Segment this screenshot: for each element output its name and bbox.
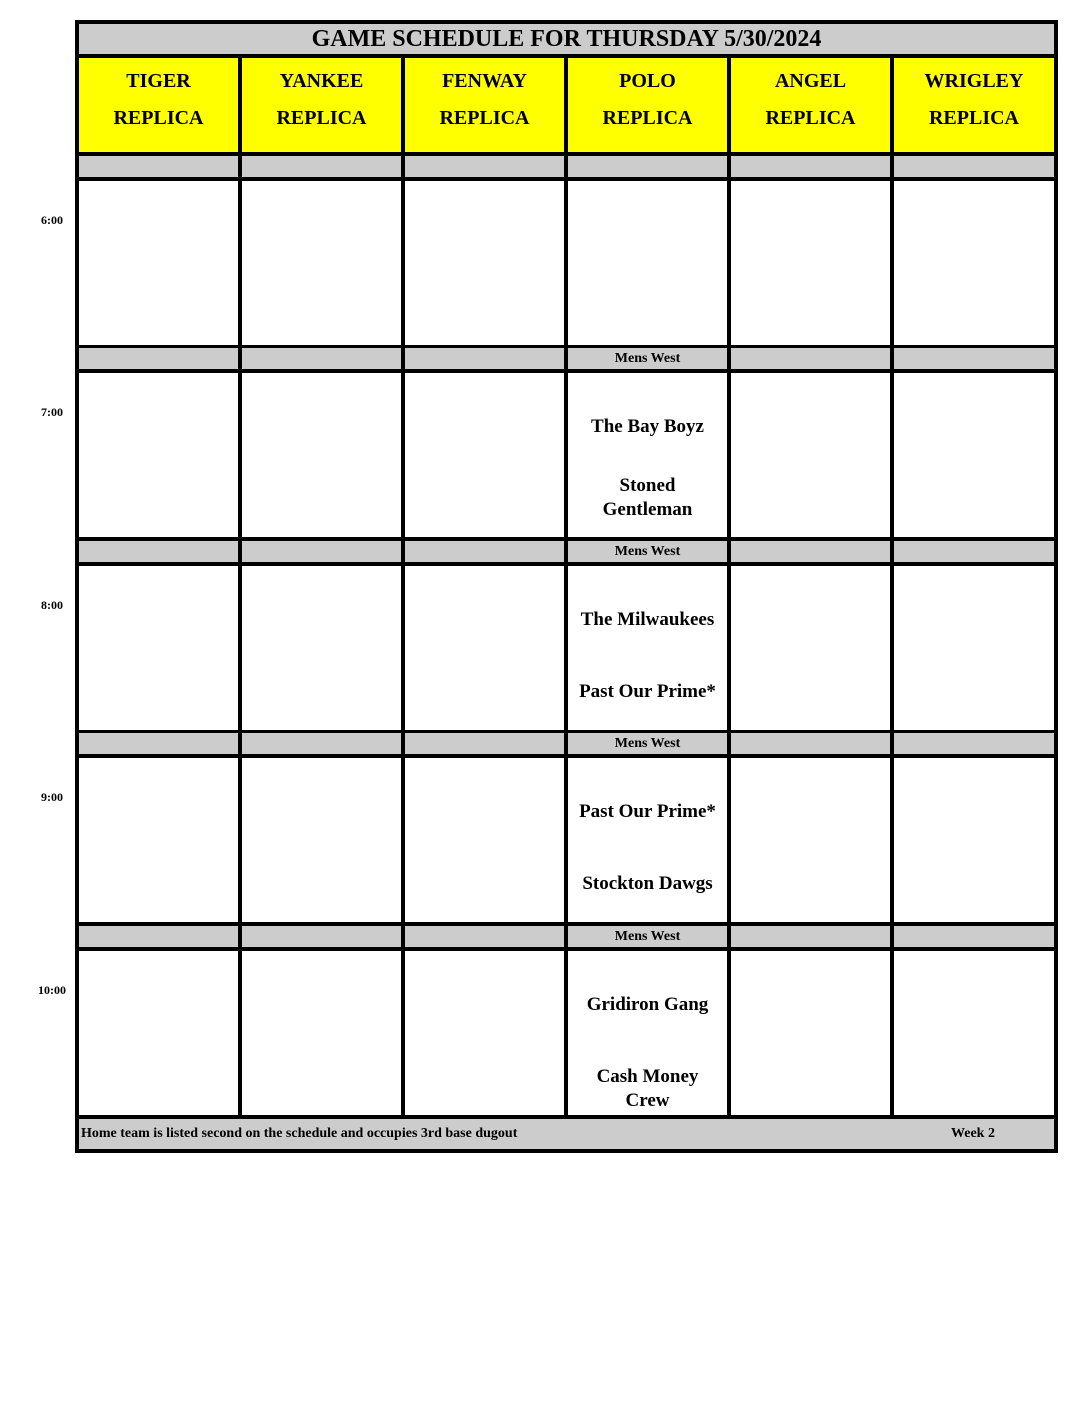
game-cell — [79, 373, 238, 537]
division-band — [405, 541, 564, 562]
field-type: REPLICA — [765, 107, 856, 129]
division-band — [894, 733, 1054, 754]
division-band: Mens West — [568, 733, 727, 754]
game-cell — [568, 951, 727, 1115]
game-cell — [79, 951, 238, 1115]
field-name: YANKEE — [279, 70, 364, 92]
home-team: Past Our Prime* — [579, 681, 716, 702]
time-label: 10:00 — [38, 983, 66, 997]
division-band — [731, 156, 890, 177]
field-header-tiger — [79, 58, 238, 152]
division-band — [405, 156, 564, 177]
game-cell — [79, 758, 238, 922]
time-label: 9:00 — [41, 790, 63, 804]
field-header-fenway — [405, 58, 564, 152]
away-team: The Bay Boyz — [591, 416, 704, 437]
field-header-wrigley — [894, 58, 1054, 152]
division-band — [79, 541, 238, 562]
field-header-angel — [731, 58, 890, 152]
division-band — [79, 733, 238, 754]
game-cell — [731, 951, 890, 1115]
field-type: REPLICA — [439, 107, 530, 129]
field-header-polo — [568, 58, 727, 152]
field-name: WRIGLEY — [924, 70, 1024, 92]
game-cell — [568, 373, 727, 537]
game-cell — [731, 758, 890, 922]
division-band — [79, 348, 238, 369]
field-type: REPLICA — [602, 107, 693, 129]
division-band — [405, 733, 564, 754]
division-band — [242, 541, 401, 562]
game-cell — [79, 181, 238, 345]
game-cell — [242, 373, 401, 537]
game-cell — [405, 566, 564, 730]
game-cell — [894, 566, 1054, 730]
division-band — [242, 926, 401, 947]
away-team: The Milwaukees — [580, 609, 715, 630]
division-band — [894, 926, 1054, 947]
field-type: REPLICA — [928, 107, 1019, 129]
field-header-yankee — [242, 58, 401, 152]
division-band — [568, 156, 727, 177]
home-team: Stoned Gentleman — [602, 475, 693, 520]
field-name: FENWAY — [442, 70, 527, 92]
division-band — [731, 926, 890, 947]
division-band: Mens West — [568, 348, 727, 369]
footer-note: Home team is listed second on the schedule and occupies 3rd base dugout — [81, 1126, 518, 1141]
game-cell — [894, 373, 1054, 537]
game-cell — [894, 758, 1054, 922]
game-cell — [405, 758, 564, 922]
game-cell — [731, 373, 890, 537]
game-cell — [405, 373, 564, 537]
division-band — [405, 926, 564, 947]
game-cell — [79, 566, 238, 730]
division-band — [405, 348, 564, 369]
time-label: 8:00 — [41, 598, 63, 612]
field-name: TIGER — [126, 70, 191, 92]
away-team: Past Our Prime* — [579, 801, 716, 822]
game-cell — [242, 758, 401, 922]
field-name: ANGEL — [774, 70, 847, 92]
game-cell — [568, 181, 727, 345]
division-band — [731, 733, 890, 754]
field-type: REPLICA — [276, 107, 367, 129]
division-band — [894, 156, 1054, 177]
game-cell — [731, 181, 890, 345]
time-label: 7:00 — [41, 405, 63, 419]
game-cell — [894, 951, 1054, 1115]
time-label: 6:00 — [41, 213, 63, 227]
game-cell — [568, 758, 727, 922]
schedule-sheet — [75, 20, 1058, 1153]
away-team: Gridiron Gang — [586, 994, 709, 1015]
footer-bar — [79, 1119, 1054, 1149]
division-band — [731, 541, 890, 562]
week-label: Week 2 — [951, 1126, 995, 1141]
game-cell — [731, 566, 890, 730]
division-band: Mens West — [568, 926, 727, 947]
division-band — [731, 348, 890, 369]
game-cell — [568, 566, 727, 730]
game-cell — [242, 951, 401, 1115]
division-band — [242, 733, 401, 754]
division-band — [242, 348, 401, 369]
game-cell — [894, 181, 1054, 345]
game-cell — [405, 951, 564, 1115]
division-band — [79, 926, 238, 947]
game-cell — [242, 181, 401, 345]
field-name: POLO — [619, 70, 676, 92]
division-band — [79, 156, 238, 177]
division-band — [894, 541, 1054, 562]
division-band — [242, 156, 401, 177]
division-band — [894, 348, 1054, 369]
home-team: Stockton Dawgs — [582, 873, 713, 894]
page-title: GAME SCHEDULE FOR THURSDAY 5/30/2024 — [79, 24, 1054, 54]
division-band: Mens West — [568, 541, 727, 562]
home-team: Cash Money Crew — [596, 1066, 699, 1111]
game-cell — [405, 181, 564, 345]
field-type: REPLICA — [113, 107, 204, 129]
game-cell — [242, 566, 401, 730]
